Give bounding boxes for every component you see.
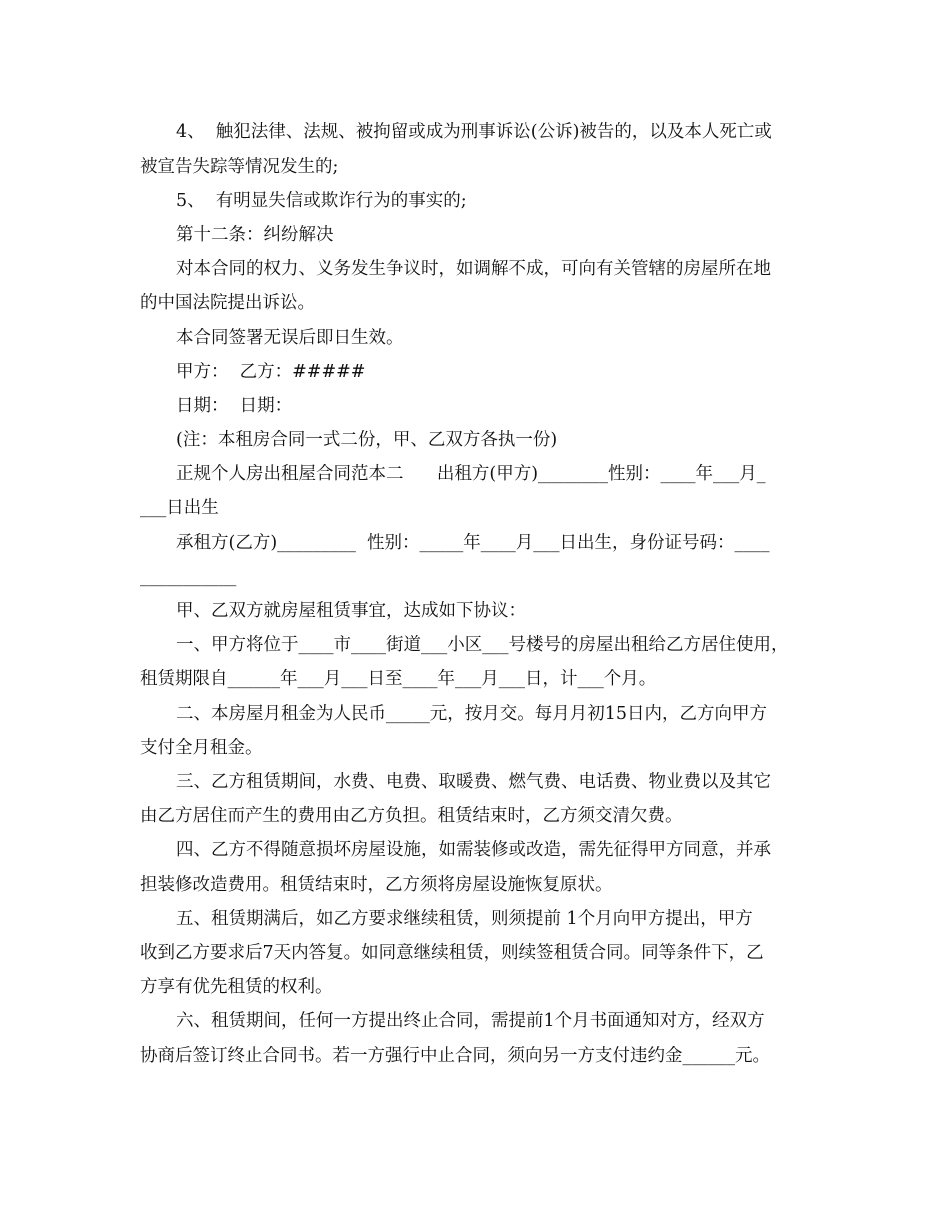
text-line-7: 本合同签署无误后即日生效。 bbox=[176, 328, 404, 348]
text-line-11: 正规个人房出租屋合同范本二 出租方(甲方)________性别：____年___月_ bbox=[176, 464, 766, 484]
text-line-3: 5、 有明显失信或欺诈行为的事实的; bbox=[176, 191, 467, 211]
text-line-19: 支付全月租金。 bbox=[140, 738, 263, 758]
text-line-6: 的中国法院提出诉讼。 bbox=[140, 293, 315, 313]
text-line-2: 被宣告失踪等情况发生的; bbox=[140, 157, 339, 177]
text-line-22: 四、乙方不得随意损坏房屋设施，如需装修或改造，需先征得甲方同意，并承 bbox=[176, 840, 771, 860]
text-line-26: 方享有优先租赁的权利。 bbox=[140, 977, 333, 997]
text-line-4: 第十二条：纠纷解决 bbox=[176, 225, 334, 245]
text-line-21: 由乙方居住而产生的费用由乙方负担。租赁结束时，乙方须交清欠费。 bbox=[140, 806, 683, 826]
text-line-12: ___日出生 bbox=[140, 498, 219, 518]
text-line-13: 承租方(乙方)_________ 性别：_____年____月___日出生，身份证号码：____ bbox=[176, 533, 770, 553]
text-line-15: 甲、乙双方就房屋租赁事宜，达成如下协议： bbox=[176, 601, 526, 621]
text-line-28: 协商后签订终止合同书。若一方强行中止合同，须向另一方支付违约金______元。 bbox=[140, 1046, 770, 1066]
text-line-10: (注：本租房合同一式二份，甲、乙双方各执一份) bbox=[176, 430, 558, 450]
text-line-17: 租赁期限自______年___月___日至____年___月___日，计___个月。 bbox=[140, 669, 657, 689]
text-line-5: 对本合同的权力、义务发生争议时，如调解不成，可向有关管辖的房屋所在地 bbox=[176, 259, 771, 279]
text-line-8: 甲方： 乙方：##### bbox=[176, 362, 366, 382]
text-line-23: 担装修改造费用。租赁结束时，乙方须将房屋设施恢复原状。 bbox=[140, 875, 613, 895]
text-line-16: 一、甲方将位于____市____街道___小区___号楼号的房屋出租给乙方居住使用， bbox=[176, 635, 789, 655]
text-line-1: 4、 触犯法律、法规、被拘留或成为刑事诉讼(公诉)被告的，以及本人死亡或 bbox=[176, 122, 772, 142]
text-line-14: ___________ bbox=[140, 567, 237, 587]
text-line-25: 收到乙方要求后7天内答复。如同意继续租赁，则续签租赁合同。同等条件下，乙 bbox=[140, 943, 764, 963]
text-line-9: 日期： 日期： bbox=[176, 396, 293, 416]
text-line-20: 三、乙方租赁期间，水费、电费、取暖费、燃气费、电话费、物业费以及其它 bbox=[176, 772, 771, 792]
text-line-24: 五、租赁期满后，如乙方要求继续租赁，则须提前 1个月向甲方提出，甲方 bbox=[176, 909, 753, 929]
text-line-18: 二、本房屋月租金为人民币_____元，按月交。每月月初15日内，乙方向甲方 bbox=[176, 704, 768, 724]
text-line-27: 六、租赁期间，任何一方提出终止合同，需提前1个月书面通知对方，经双方 bbox=[176, 1011, 765, 1031]
